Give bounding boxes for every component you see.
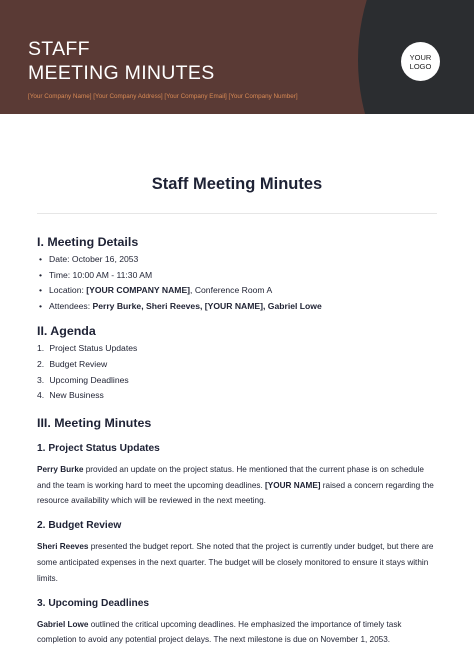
agenda-item-label: Budget Review xyxy=(49,358,108,369)
title-divider xyxy=(37,213,437,214)
document-body xyxy=(37,234,437,648)
detail-time xyxy=(37,268,437,284)
agenda-item xyxy=(37,341,437,357)
header-title-line1: STAFF xyxy=(28,38,90,60)
bullet-icon: • xyxy=(39,254,43,264)
meeting-details-list xyxy=(37,252,437,314)
agenda-item-number: 3. xyxy=(37,374,45,385)
attendees-names: Perry Burke, Sheri Reeves, [YOUR NAME], Gabriel Lowe xyxy=(92,300,322,311)
agenda-item-number: 1. xyxy=(37,343,45,354)
detail-date-text: Date: October 16, 2053 xyxy=(49,254,139,264)
detail-time-text: Time: 10:00 AM - 11:30 AM xyxy=(49,269,153,280)
company-contact-line: [Your Company Name] [Your Company Address] [Your Company Email] [Your Company Number] xyxy=(28,93,298,100)
attendees-prefix: Attendees: xyxy=(49,300,93,311)
minutes-text: provided an update on the project status. He mentioned that the current phase is on schedule and the team is working hard to meet the upcoming deadlines. xyxy=(37,464,424,490)
header-title-line2: MEETING MINUTES xyxy=(28,62,215,84)
speaker-name-2: [YOUR NAME] xyxy=(265,480,321,490)
minutes-text: presented the budget report. She noted that the project is currently under budget, but there are some anticipated expenses in the next quarter. The budget will be closely monitored to ensure it stays within limits. xyxy=(37,542,434,583)
minutes-paragraph xyxy=(37,462,437,509)
subsection-heading: 1. Project Status Updates xyxy=(37,442,160,454)
section-heading: I. Meeting Details xyxy=(37,235,139,249)
speaker-name: Sheri Reeves xyxy=(37,542,89,552)
subsection-heading: 3. Upcoming Deadlines xyxy=(37,597,150,609)
logo-text-line2: LOGO xyxy=(409,61,432,71)
header-title xyxy=(28,37,215,85)
bullet-icon: • xyxy=(39,269,43,280)
agenda-item-label: Upcoming Deadlines xyxy=(49,374,129,385)
agenda-item-label: Project Status Updates xyxy=(49,343,138,354)
bullet-icon: • xyxy=(39,285,43,296)
minutes-budget-review xyxy=(37,519,437,586)
speaker-name: Gabriel Lowe xyxy=(37,619,89,629)
agenda-item xyxy=(37,357,437,373)
agenda-item-number: 2. xyxy=(37,358,45,369)
section-meeting-minutes xyxy=(37,415,437,648)
detail-location xyxy=(37,283,437,299)
location-room: , Conference Room A xyxy=(190,285,273,296)
minutes-project-status xyxy=(37,442,437,509)
detail-attendees xyxy=(37,299,437,315)
agenda-item xyxy=(37,388,437,404)
minutes-text-2: raised a concern regarding the resource availability which will be reviewed in the next meeting. xyxy=(37,480,434,506)
location-company: [YOUR COMPANY NAME] xyxy=(86,285,191,296)
document-title: Staff Meeting Minutes xyxy=(151,175,323,193)
section-heading: III. Meeting Minutes xyxy=(37,415,152,430)
minutes-text: outlined the critical upcoming deadlines. He emphasized the importance of timely task completion to avoid any potential project delays. The next milestone is due on November 1, 2053. xyxy=(37,619,402,645)
agenda-list xyxy=(37,341,437,403)
agenda-item xyxy=(37,373,437,389)
section-heading: II. Agenda xyxy=(37,324,96,339)
section-meeting-details xyxy=(37,234,437,314)
minutes-paragraph xyxy=(37,539,437,586)
section-agenda xyxy=(37,323,437,403)
subsection-heading: 2. Budget Review xyxy=(37,520,122,532)
location-prefix: Location: xyxy=(49,285,87,296)
header-banner xyxy=(0,0,474,114)
logo-text-line1: YOUR xyxy=(409,52,432,62)
detail-date xyxy=(37,252,437,268)
bullet-icon: • xyxy=(39,300,43,311)
company-logo xyxy=(401,42,440,81)
agenda-item-number: 4. xyxy=(37,390,45,401)
agenda-item-label: New Business xyxy=(49,390,104,401)
minutes-paragraph xyxy=(37,617,437,649)
speaker-name: Perry Burke xyxy=(37,464,84,474)
minutes-upcoming-deadlines xyxy=(37,597,437,649)
